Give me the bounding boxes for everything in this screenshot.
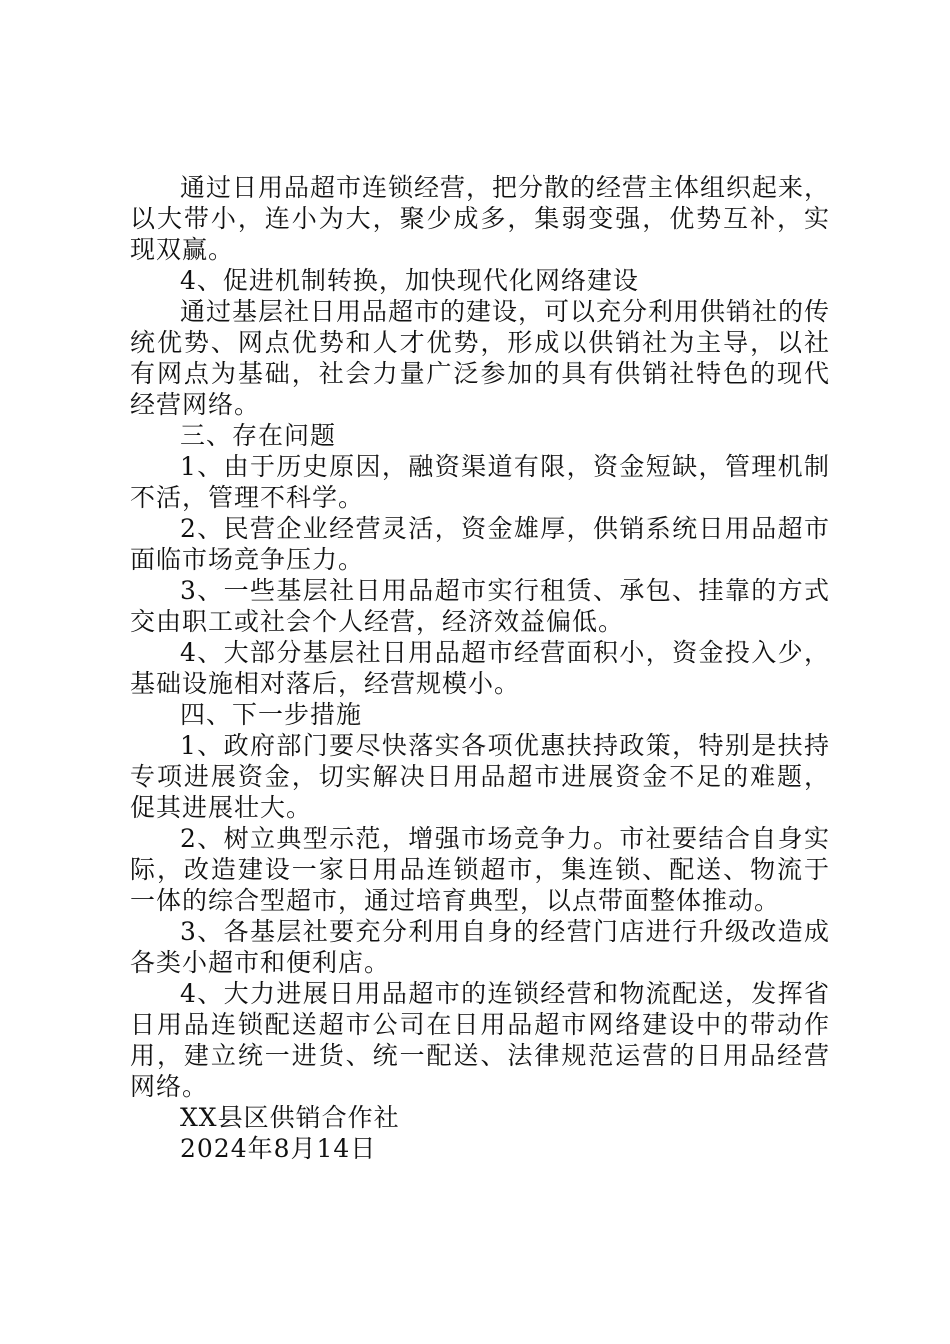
problem-item-1: 1、由于历史原因，融资渠道有限，资金短缺，管理机制不活，管理不科学。 <box>130 452 830 512</box>
measure-item-2: 2、树立典型示范，增强市场竞争力。市社要结合自身实际，改造建设一家日用品连锁超市，集连锁、配送、物流于一体的综合型超市，通过培育典型，以点带面整体推动。 <box>130 824 830 915</box>
document-body <box>130 172 830 1164</box>
heading-mechanism-transformation: 4、促进机制转换，加快现代化网络建设 <box>180 266 639 295</box>
paragraph-intro: 通过日用品超市连锁经营，把分散的经营主体组织起来，以大带小，连小为大，聚少成多，集弱变强，优势互补，实现双赢。 <box>130 173 831 264</box>
signature-organization: XX县区供销合作社 <box>180 1103 400 1132</box>
measure-item-1: 1、政府部门要尽快落实各项优惠扶持政策，特别是扶持专项进展资金，切实解决日用品超市进展资金不足的难题，促其进展壮大。 <box>130 731 830 822</box>
problem-item-2: 2、民营企业经营灵活，资金雄厚，供销系统日用品超市面临市场竞争压力。 <box>130 514 830 574</box>
problem-item-4: 4、大部分基层社日用品超市经营面积小，资金投入少，基础设施相对落后，经营规模小。 <box>130 638 830 698</box>
measure-item-3: 3、各基层社要充分利用自身的经营门店进行升级改造成各类小超市和便利店。 <box>130 917 830 977</box>
paragraph-network-building: 通过基层社日用品超市的建设，可以充分利用供销社的传统优势、网点优势和人才优势，形成以供销社为主导，以社有网点为基础，社会力量广泛参加的具有供销社特色的现代经营网络。 <box>130 297 831 419</box>
measure-item-4: 4、大力进展日用品超市的连锁经营和物流配送，发挥省日用品连锁配送超市公司在日用品超市网络建设中的带动作用，建立统一进货、统一配送、法律规范运营的日用品经营网络。 <box>130 979 830 1101</box>
problem-item-3: 3、一些基层社日用品超市实行租赁、承包、挂靠的方式交由职工或社会个人经营，经济效益偏低。 <box>130 576 830 636</box>
heading-next-steps: 四、下一步措施 <box>180 700 363 729</box>
signature-date: 2024年8月14日 <box>180 1134 377 1163</box>
heading-existing-problems: 三、存在问题 <box>180 421 337 450</box>
